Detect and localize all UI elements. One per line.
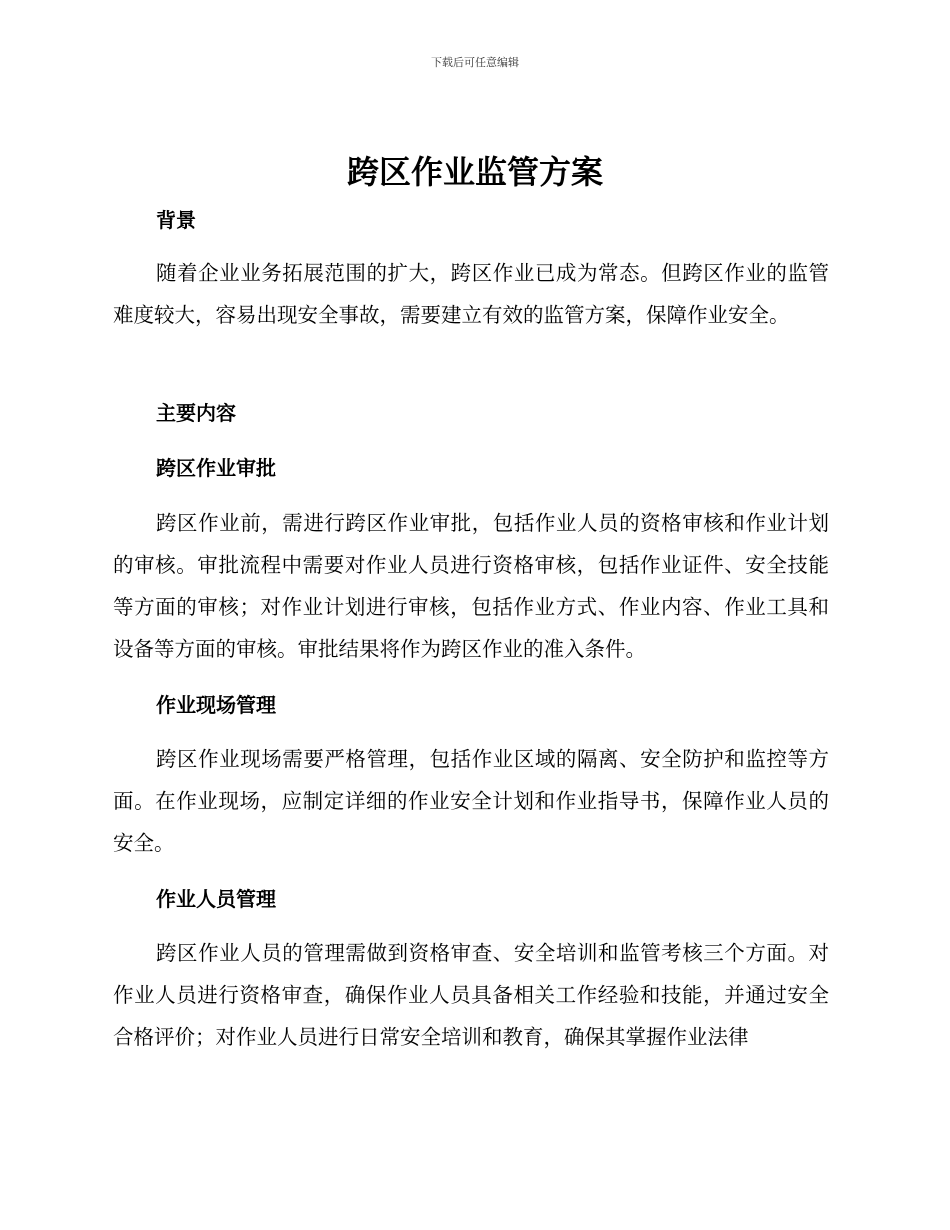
paragraph-site-management: 跨区作业现场需要严格管理，包括作业区域的隔离、安全防护和监控等方面。在作业现场，应制定详细的作业安全计划和作业指导书，保障作业人员的安全。 bbox=[113, 747, 829, 855]
heading-site-management: 作业现场管理 bbox=[156, 693, 276, 717]
heading-background: 背景 bbox=[156, 208, 196, 232]
heading-personnel-management: 作业人员管理 bbox=[156, 887, 276, 911]
heading-cross-region-approval: 跨区作业审批 bbox=[156, 456, 276, 480]
header-note: 下载后可任意编辑 bbox=[431, 56, 519, 69]
heading-main-content: 主要内容 bbox=[156, 401, 236, 425]
paragraph-background: 随着企业业务拓展范围的扩大，跨区作业已成为常态。但跨区作业的监管难度较大，容易出现安全事故，需要建立有效的监管方案，保障作业安全。 bbox=[113, 261, 829, 327]
paragraph-personnel-management: 跨区作业人员的管理需做到资格审查、安全培训和监管考核三个方面。对作业人员进行资格审查，确保作业人员具备相关工作经验和技能，并通过安全合格评价；对作业人员进行日常安全培训和教育，确保其掌握作业法律 bbox=[113, 941, 829, 1049]
paragraph-cross-region-approval: 跨区作业前，需进行跨区作业审批，包括作业人员的资格审核和作业计划的审核。审批流程中需要对作业人员进行资格审核，包括作业证件、安全技能等方面的审核；对作业计划进行审核，包括作业方式、作业内容、作业工具和设备等方面的审核。审批结果将作为跨区作业的准入条件。 bbox=[113, 511, 829, 661]
page-title: 跨区作业监管方案 bbox=[346, 153, 603, 191]
